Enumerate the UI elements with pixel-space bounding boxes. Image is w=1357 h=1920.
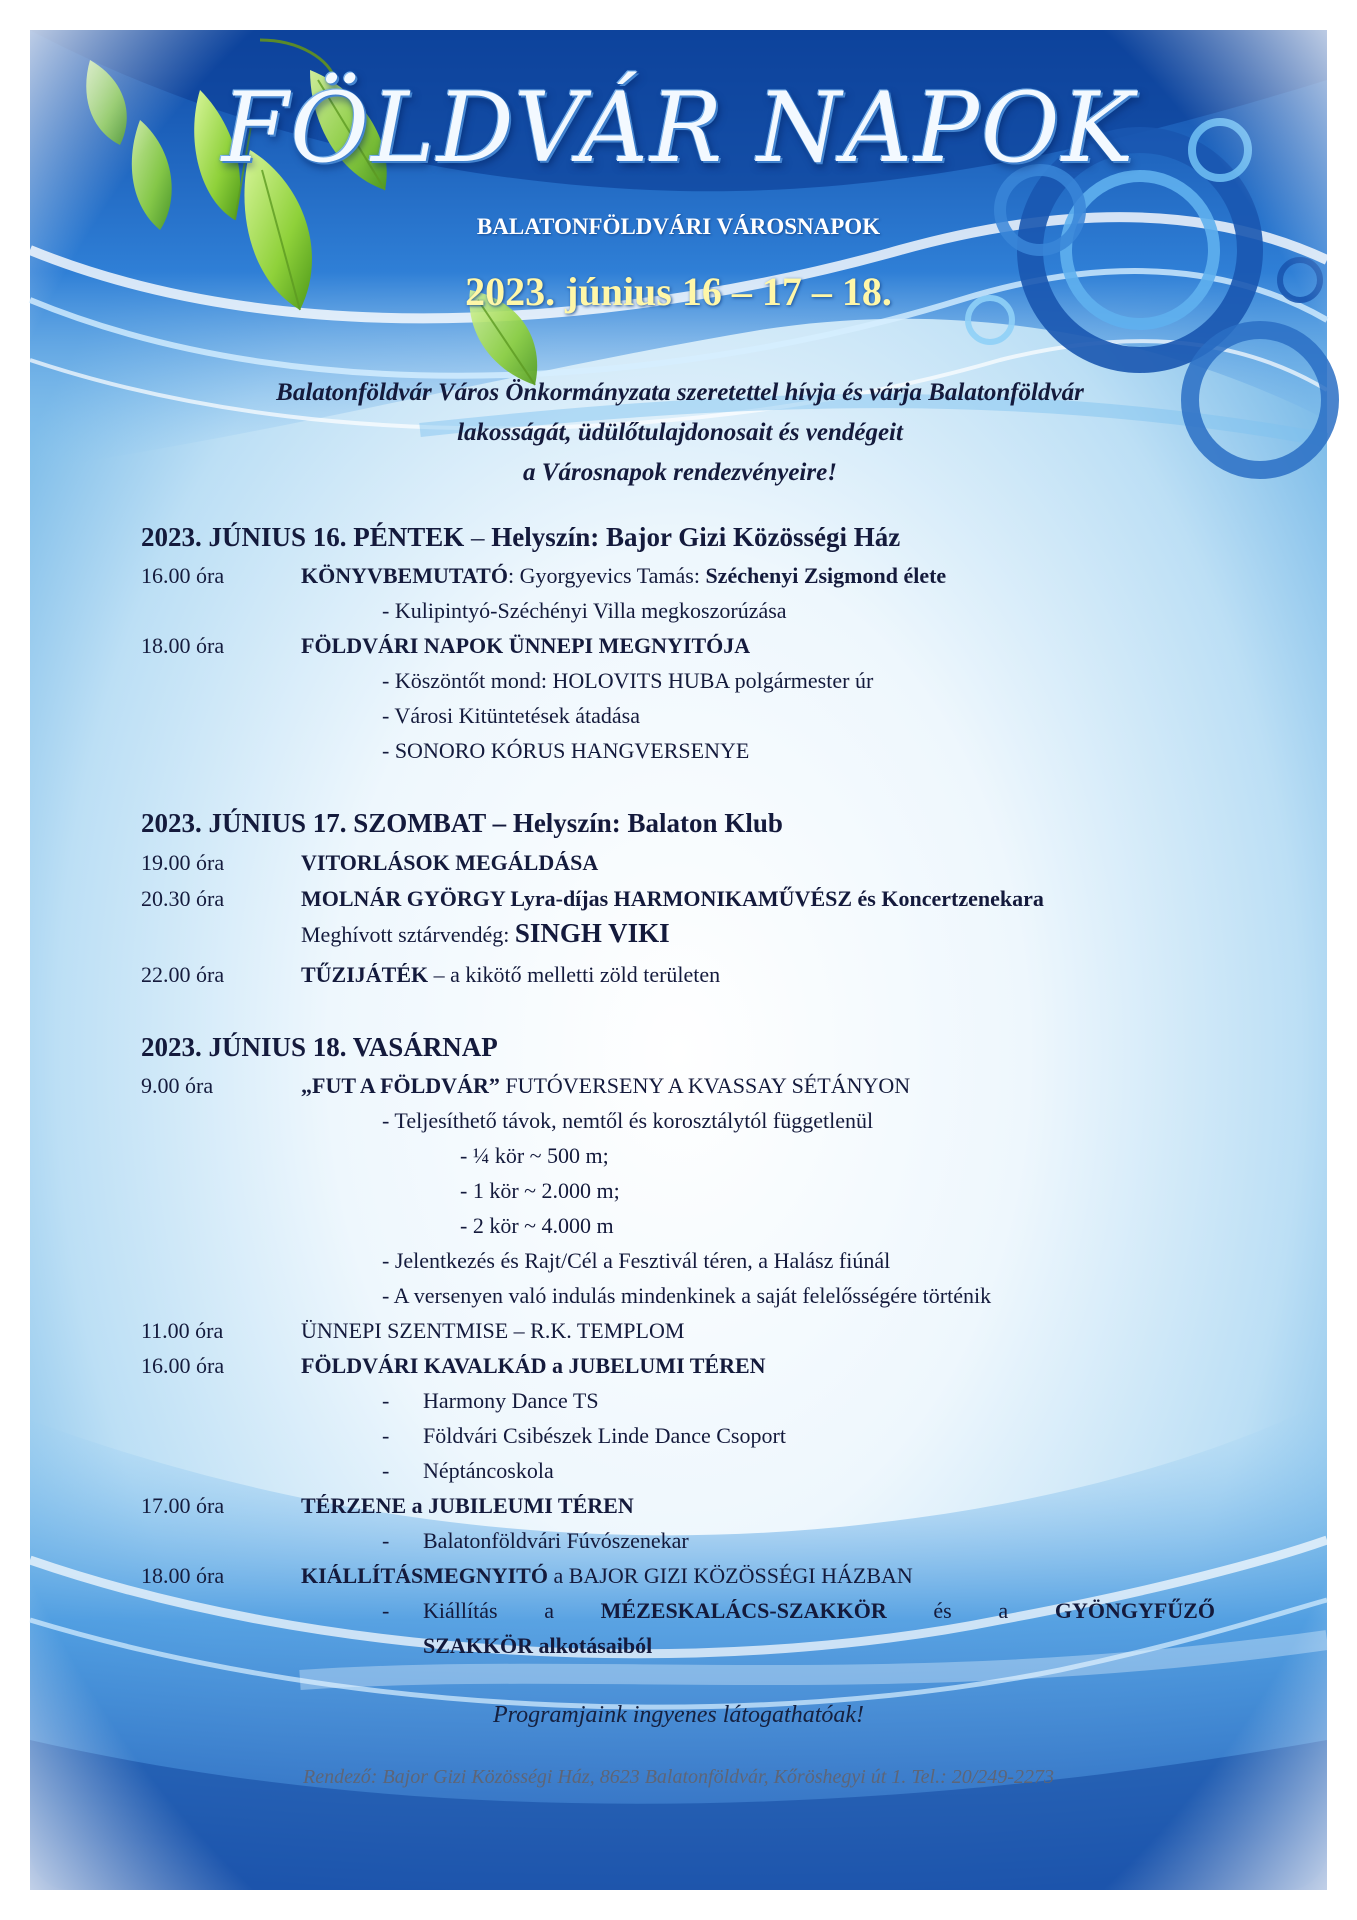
invitation-line: Balatonföldvár Város Önkormányzata szeretettel hívja és várja Balatonföldvár xyxy=(276,379,1084,406)
day3-event5-detail xyxy=(423,1598,1215,1624)
day3-event5-location: a BAJOR GIZI KÖZÖSSÉGI HÁZBAN xyxy=(547,1563,913,1588)
day3-event4-title: TÉRZENE a JUBILEUMI TÉREN xyxy=(301,1493,634,1518)
heading-separator: – xyxy=(485,808,513,838)
day1-heading-date: 2023. JÚNIUS 16. PÉNTEK xyxy=(141,522,465,552)
page-title: FÖLDVÁR NAPOK xyxy=(221,72,1136,184)
detail-word: a xyxy=(998,1598,1009,1623)
day3-event5-time: 18.00 óra xyxy=(141,1563,225,1588)
day2-event2-time: 20.30 óra xyxy=(141,886,225,911)
day3-event1-detail: - Teljesíthető távok, nemtől és korosztálytól függetlenül xyxy=(382,1108,874,1133)
day3-event2-title: ÜNNEPI SZENTMISE – R.K. TEMPLOM xyxy=(301,1318,685,1343)
day3-event2-time: 11.00 óra xyxy=(141,1318,224,1343)
day3-event3-performer: Földvári Csibészek Linde Dance Csoport xyxy=(423,1423,786,1448)
day1-event2-detail: - Városi Kitüntetések átadása xyxy=(382,703,641,728)
event-dates: 2023. június 16 – 17 – 18. xyxy=(465,269,892,314)
day3-event3-title: FÖLDVÁRI KAVALKÁD a JUBELUMI TÉREN xyxy=(301,1353,766,1378)
invitation-line: lakosságát, üdülőtulajdonosait és vendégeit xyxy=(457,419,903,446)
invitation-text xyxy=(150,373,1210,493)
day2-event2-title: MOLNÁR GYÖRGY Lyra-díjas HARMONIKAMŰVÉSZ és Koncertzenekara xyxy=(301,886,1044,911)
day3-distance: - ¼ kör ~ 500 m; xyxy=(460,1143,609,1168)
day3-event5-title: KIÁLLÍTÁSMEGNYITÓ xyxy=(301,1563,548,1588)
day2-event1-time: 19.00 óra xyxy=(141,850,225,875)
bullet-dash: - xyxy=(382,1598,390,1623)
day3-event1-time: 9.00 óra xyxy=(141,1073,214,1098)
bullet-dash: - xyxy=(382,1423,390,1448)
day3-event5-detail-line2: SZAKKÖR alkotásaiból xyxy=(423,1633,653,1658)
day1-event2-time: 18.00 óra xyxy=(141,633,225,658)
detail-word: MÉZESKALÁCS-SZAKKÖR xyxy=(600,1598,887,1623)
bullet-dash: - xyxy=(382,1528,390,1553)
day3-event4-time: 17.00 óra xyxy=(141,1493,225,1518)
day2-guest-label: Meghívott sztárvendég: xyxy=(301,922,515,947)
detail-word: Kiállítás xyxy=(423,1598,498,1623)
day1-event1 xyxy=(301,563,946,589)
day3-event3-performer: Néptáncoskola xyxy=(423,1458,554,1483)
day2-event3 xyxy=(301,962,720,988)
day2-event3-time: 22.00 óra xyxy=(141,962,225,987)
day3-event3-time: 16.00 óra xyxy=(141,1353,225,1378)
day1-heading xyxy=(141,522,900,553)
day3-event4-performer: Balatonföldvári Fúvószenekar xyxy=(423,1528,689,1553)
day2-heading-date: 2023. JÚNIUS 17. SZOMBAT xyxy=(141,808,486,838)
day2-event3-title: TŰZIJÁTÉK xyxy=(301,962,429,987)
day1-event2-title: FÖLDVÁRI NAPOK ÜNNEPI MEGNYITÓJA xyxy=(301,633,751,658)
day2-heading-place: Helyszín: Balaton Klub xyxy=(512,808,783,838)
day3-distance: - 2 kör ~ 4.000 m xyxy=(460,1213,614,1238)
day3-event1-detail: - A versenyen való indulás mindenkinek a saját felelősségére történik xyxy=(382,1283,992,1308)
day1-event1-detail: - Kulipintyó-Széchényi Villa megkoszorúzása xyxy=(382,598,787,623)
day2-guest xyxy=(301,918,670,949)
day3-event3-performer: Harmony Dance TS xyxy=(423,1388,599,1413)
day3-heading: 2023. JÚNIUS 18. VASÁRNAP xyxy=(141,1032,498,1062)
detail-word: és xyxy=(933,1598,952,1623)
day1-event1-book: Széchenyi Zsigmond élete xyxy=(705,563,947,588)
detail-word: a xyxy=(544,1598,554,1623)
free-entry-note: Programjaink ingyenes látogathatóak! xyxy=(492,1702,865,1728)
day3-event1-detail: - Jelentkezés és Rajt/Cél a Fesztivál téren, a Halász fiúnál xyxy=(382,1248,891,1273)
bullet-dash: - xyxy=(382,1388,390,1413)
day2-heading xyxy=(141,808,783,839)
invitation-line: a Városnapok rendezvényeire! xyxy=(523,459,837,486)
day1-event2-detail: - Köszöntőt mond: HOLOVITS HUBA polgármester úr xyxy=(382,668,874,693)
day1-event1-title: KÖNYVBEMUTATÓ xyxy=(301,563,508,588)
day1-event1-time: 16.00 óra xyxy=(141,563,225,588)
heading-separator: – xyxy=(464,522,492,552)
day2-event3-location: – a kikötő melletti zöld területen xyxy=(428,962,721,987)
day2-guest-name: SINGH VIKI xyxy=(514,918,670,948)
day1-heading-place: Helyszín: Bajor Gizi Közösségi Ház xyxy=(491,522,901,552)
detail-word: GYÖNGYFŰZŐ xyxy=(1054,1598,1215,1623)
day3-event1-title: „FUT A FÖLDVÁR” xyxy=(301,1073,500,1098)
bullet-dash: - xyxy=(382,1458,390,1483)
day3-event1-rest: FUTÓVERSENY A KVASSAY SÉTÁNYON xyxy=(499,1073,911,1098)
day2-event1-title: VITORLÁSOK MEGÁLDÁSA xyxy=(301,850,599,875)
day3-event5 xyxy=(301,1563,913,1589)
organizer-info: Rendező: Bajor Gizi Közösségi Ház, 8623 Balatonföldvár, Kőröshegyi út 1. Tel.: 20/249-2273 xyxy=(303,1766,1054,1788)
day3-distance: - 1 kör ~ 2.000 m; xyxy=(460,1178,620,1203)
page-subtitle: BALATONFÖLDVÁRI VÁROSNAPOK xyxy=(476,214,881,239)
day1-event2-detail: - SONORO KÓRUS HANGVERSENYE xyxy=(382,738,750,763)
day1-event1-author: : Gyorgyevics Tamás: xyxy=(507,563,706,588)
day3-event1 xyxy=(301,1073,910,1099)
